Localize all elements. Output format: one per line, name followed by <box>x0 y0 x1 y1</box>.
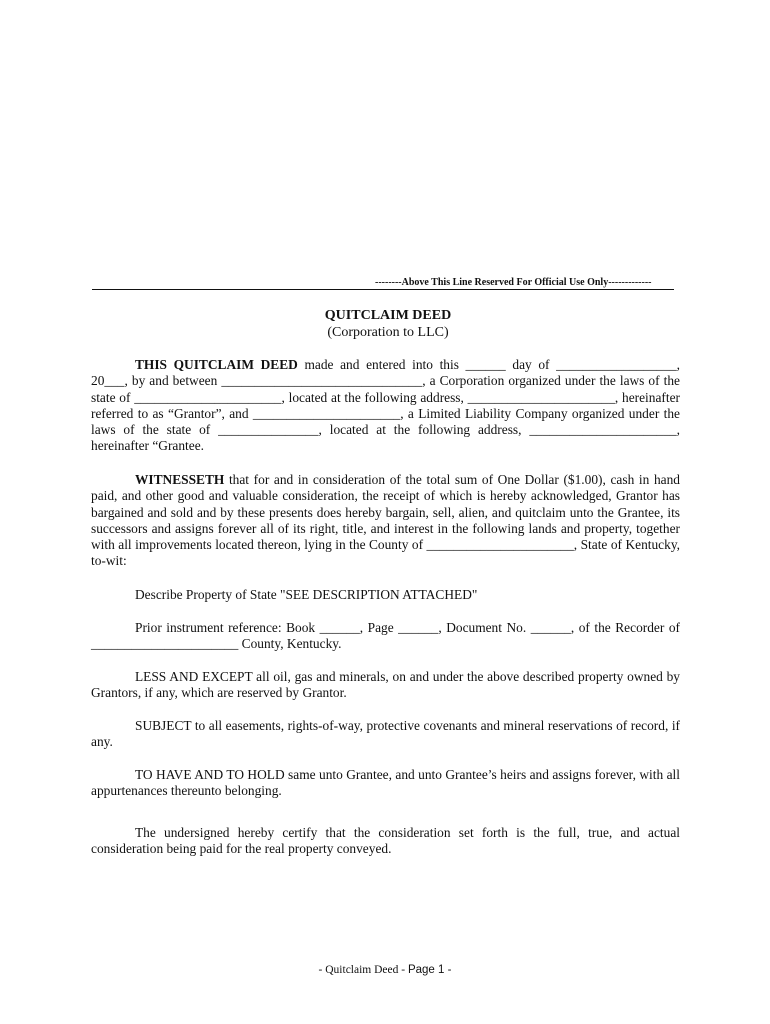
document-subtitle <box>0 325 770 341</box>
consideration-certification-paragraph: The undersigned hereby certify that the consideration set forth is the full, true, and actual consideration being paid for the real property conveyed. <box>91 825 680 857</box>
witnesseth-paragraph <box>91 472 680 570</box>
document-subtitle-text: (Corporation to LLC) <box>327 325 449 340</box>
document-title <box>0 308 770 324</box>
deed-opening-lead: THIS QUITCLAIM DEED <box>135 357 298 372</box>
page-footer <box>0 964 770 976</box>
deed-opening-paragraph <box>91 357 680 455</box>
habendum-paragraph: TO HAVE AND TO HOLD same unto Grantee, and unto Grantee’s heirs and assigns forever, with all appurtenances thereunto belonging. <box>91 767 680 799</box>
subject-to-paragraph: SUBJECT to all easements, rights-of-way, protective covenants and mineral reservations of record, if any. <box>91 718 680 750</box>
document-title-text: QUITCLAIM DEED <box>324 308 452 323</box>
deed-opening-text: made and entered into this ______ day of __________________, 20___, by and between ______________________________, a Corporation organized under the laws of the state of ______________________, located at the following address, ______________________, hereinafter referred to as “Grantor”, and ______________________, a Limited Liability Company organized under the laws of the state of _______________, located at the following address, ______________________, hereinafter “Grantee. <box>91 357 680 454</box>
witnesseth-text: that for and in consideration of the total sum of One Dollar ($1.00), cash in hand paid, and other good and valuable consideration, the receipt of which is hereby acknowledged, Grantor has bargained and sold and by these presents does hereby bargain, sell, alien, and quitclaim unto the Grantee, its successors and assigns forever all of its right, title, and interest in the following lands and property, together with all improvements located thereon, lying in the County of ______________________, State of Kentucky, to-wit: <box>91 472 680 569</box>
property-description-paragraph: Describe Property of State "SEE DESCRIPTION ATTACHED" <box>135 587 478 602</box>
less-and-except-paragraph: LESS AND EXCEPT all oil, gas and minerals, on and under the above described property owned by Grantors, if any, which are reserved by Grantor. <box>91 669 680 701</box>
header-divider <box>92 289 674 290</box>
prior-instrument-paragraph: Prior instrument reference: Book ______, Page ______, Document No. ______, of the Recorder of ______________________ County, Kentucky. <box>91 620 680 652</box>
footer-page-number: Page 1 - <box>407 964 452 976</box>
witnesseth-lead: WITNESSETH <box>135 472 225 487</box>
reserved-for-official-use-line: --------Above This Line Reserved For Official Use Only------------- <box>375 277 652 288</box>
footer-document-name: - Quitclaim Deed - <box>318 964 408 976</box>
